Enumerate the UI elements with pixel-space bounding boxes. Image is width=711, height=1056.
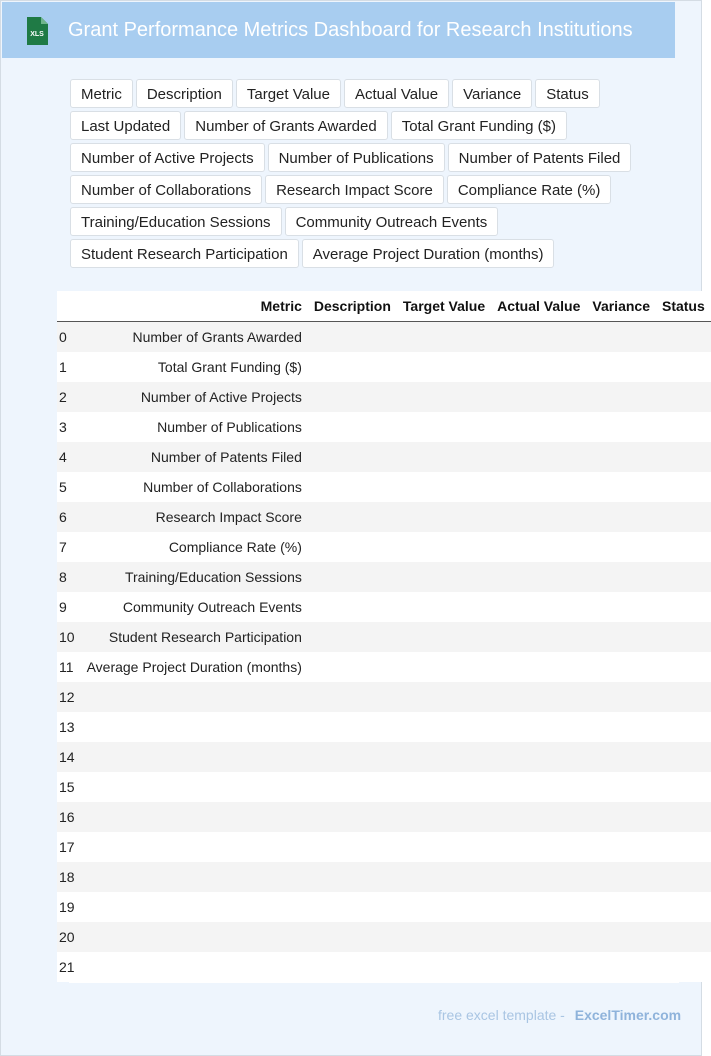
row-index: 17 <box>57 832 81 862</box>
row-index: 8 <box>57 562 81 592</box>
column-chip[interactable]: Research Impact Score <box>265 175 444 204</box>
metric-cell[interactable] <box>81 922 308 952</box>
metric-cell[interactable]: Student Research Participation <box>81 622 308 652</box>
metric-cell[interactable]: Average Project Duration (months) <box>81 652 308 682</box>
empty-cell[interactable] <box>656 862 711 892</box>
table-row[interactable] <box>57 622 711 652</box>
row-index: 1 <box>57 352 81 382</box>
footer-brand-link[interactable]: ExcelTimer.com <box>574 1007 682 1023</box>
empty-cell[interactable] <box>586 862 656 892</box>
table-row[interactable] <box>57 652 711 682</box>
empty-cell[interactable] <box>491 472 586 502</box>
row-index: 9 <box>57 592 81 622</box>
empty-cell[interactable] <box>586 442 656 472</box>
metric-cell[interactable]: Training/Education Sessions <box>81 562 308 592</box>
empty-cell[interactable] <box>491 652 586 682</box>
empty-cell[interactable] <box>586 922 656 952</box>
empty-cell[interactable] <box>586 382 656 412</box>
column-chip[interactable]: Metric <box>70 79 133 108</box>
empty-cell[interactable] <box>656 352 711 382</box>
column-chip[interactable]: Actual Value <box>344 79 449 108</box>
column-header[interactable]: Actual Value <box>491 291 586 322</box>
empty-cell[interactable] <box>308 802 397 832</box>
table-row[interactable] <box>57 892 711 922</box>
empty-cell[interactable] <box>491 322 586 353</box>
empty-cell[interactable] <box>656 562 711 592</box>
column-chip[interactable]: Community Outreach Events <box>285 207 499 236</box>
metric-cell[interactable]: Compliance Rate (%) <box>81 532 308 562</box>
empty-cell[interactable] <box>308 562 397 592</box>
metric-cell[interactable]: Number of Active Projects <box>81 382 308 412</box>
metric-cell[interactable]: Number of Patents Filed <box>81 442 308 472</box>
empty-cell[interactable] <box>397 622 491 652</box>
row-index: 3 <box>57 412 81 442</box>
column-chip[interactable]: Target Value <box>236 79 341 108</box>
column-chip[interactable]: Total Grant Funding ($) <box>391 111 567 140</box>
empty-cell[interactable] <box>397 352 491 382</box>
empty-cell[interactable] <box>308 352 397 382</box>
empty-cell[interactable] <box>491 892 586 922</box>
empty-cell[interactable] <box>308 892 397 922</box>
empty-cell[interactable] <box>656 892 711 922</box>
empty-cell[interactable] <box>397 442 491 472</box>
empty-cell[interactable] <box>397 652 491 682</box>
empty-cell[interactable] <box>491 622 586 652</box>
metric-cell[interactable] <box>81 712 308 742</box>
table-row[interactable] <box>57 502 711 532</box>
empty-cell[interactable] <box>308 712 397 742</box>
empty-cell[interactable] <box>491 772 586 802</box>
empty-cell[interactable] <box>586 652 656 682</box>
row-index: 20 <box>57 922 81 952</box>
empty-cell[interactable] <box>491 382 586 412</box>
table-row[interactable] <box>57 382 711 412</box>
empty-cell[interactable] <box>308 682 397 712</box>
empty-cell[interactable] <box>586 682 656 712</box>
empty-cell[interactable] <box>397 742 491 772</box>
empty-cell[interactable] <box>308 622 397 652</box>
empty-cell[interactable] <box>586 742 656 772</box>
column-header[interactable]: Variance <box>586 291 656 322</box>
table-row[interactable] <box>57 712 711 742</box>
empty-cell[interactable] <box>586 952 656 982</box>
empty-cell[interactable] <box>656 502 711 532</box>
empty-cell[interactable] <box>491 502 586 532</box>
row-index: 6 <box>57 502 81 532</box>
row-index: 10 <box>57 622 81 652</box>
empty-cell[interactable] <box>586 322 656 353</box>
column-chip[interactable]: Number of Collaborations <box>70 175 262 204</box>
metric-cell[interactable]: Research Impact Score <box>81 502 308 532</box>
empty-cell[interactable] <box>397 712 491 742</box>
empty-cell[interactable] <box>586 502 656 532</box>
empty-cell[interactable] <box>656 382 711 412</box>
row-index: 5 <box>57 472 81 502</box>
row-index: 16 <box>57 802 81 832</box>
empty-cell[interactable] <box>491 712 586 742</box>
empty-cell[interactable] <box>491 802 586 832</box>
data-table-container[interactable] <box>59 291 705 983</box>
row-index: 4 <box>57 442 81 472</box>
metric-cell[interactable]: Community Outreach Events <box>81 592 308 622</box>
empty-cell[interactable] <box>656 592 711 622</box>
row-index: 12 <box>57 682 81 712</box>
empty-cell[interactable] <box>308 922 397 952</box>
column-header[interactable]: Status <box>656 291 711 322</box>
empty-cell[interactable] <box>586 592 656 622</box>
empty-cell[interactable] <box>397 472 491 502</box>
table-row[interactable] <box>57 772 711 802</box>
empty-cell[interactable] <box>586 412 656 442</box>
metric-cell[interactable]: Number of Grants Awarded <box>81 322 308 353</box>
empty-cell[interactable] <box>491 742 586 772</box>
empty-cell[interactable] <box>308 862 397 892</box>
column-chip-list <box>70 79 670 268</box>
empty-cell[interactable] <box>656 322 711 353</box>
excel-file-icon <box>23 16 51 46</box>
metric-cell[interactable] <box>81 952 308 982</box>
header-bar <box>2 2 675 58</box>
empty-cell[interactable] <box>308 502 397 532</box>
empty-cell[interactable] <box>491 442 586 472</box>
table-row[interactable] <box>57 352 711 382</box>
empty-cell[interactable] <box>308 322 397 353</box>
column-chip[interactable]: Training/Education Sessions <box>70 207 282 236</box>
empty-cell[interactable] <box>397 532 491 562</box>
column-header[interactable]: Target Value <box>397 291 491 322</box>
empty-cell[interactable] <box>586 472 656 502</box>
empty-cell[interactable] <box>656 652 711 682</box>
empty-cell[interactable] <box>586 892 656 922</box>
row-index: 2 <box>57 382 81 412</box>
empty-cell[interactable] <box>491 532 586 562</box>
column-chip[interactable]: Last Updated <box>70 111 181 140</box>
empty-cell[interactable] <box>397 952 491 982</box>
empty-cell[interactable] <box>656 922 711 952</box>
table-row[interactable] <box>57 322 711 353</box>
empty-cell[interactable] <box>656 622 711 652</box>
table-row[interactable] <box>57 862 711 892</box>
empty-cell[interactable] <box>586 352 656 382</box>
empty-cell[interactable] <box>397 322 491 353</box>
empty-cell[interactable] <box>491 682 586 712</box>
metric-cell[interactable]: Number of Collaborations <box>81 472 308 502</box>
empty-cell[interactable] <box>308 472 397 502</box>
row-index: 14 <box>57 742 81 772</box>
empty-cell[interactable] <box>656 682 711 712</box>
footer-text: free excel template - <box>438 1007 565 1023</box>
excel-icon-label: XLS <box>30 31 44 38</box>
table-row[interactable] <box>57 682 711 712</box>
empty-cell[interactable] <box>397 562 491 592</box>
empty-cell[interactable] <box>308 592 397 622</box>
column-chip[interactable]: Student Research Participation <box>70 239 299 268</box>
empty-cell[interactable] <box>586 832 656 862</box>
table-row[interactable] <box>57 532 711 562</box>
empty-cell[interactable] <box>397 772 491 802</box>
metric-cell[interactable] <box>81 772 308 802</box>
empty-cell[interactable] <box>397 922 491 952</box>
metric-cell[interactable] <box>81 742 308 772</box>
empty-cell[interactable] <box>308 742 397 772</box>
column-chip[interactable]: Number of Active Projects <box>70 143 265 172</box>
row-index: 18 <box>57 862 81 892</box>
metric-cell[interactable] <box>81 832 308 862</box>
metric-cell[interactable] <box>81 682 308 712</box>
empty-cell[interactable] <box>397 892 491 922</box>
empty-cell[interactable] <box>491 952 586 982</box>
data-table <box>57 291 711 982</box>
empty-cell[interactable] <box>656 772 711 802</box>
empty-cell[interactable] <box>656 832 711 862</box>
empty-cell[interactable] <box>656 742 711 772</box>
table-row[interactable] <box>57 832 711 862</box>
empty-cell[interactable] <box>656 802 711 832</box>
metric-cell[interactable] <box>81 892 308 922</box>
empty-cell[interactable] <box>586 622 656 652</box>
empty-cell[interactable] <box>397 862 491 892</box>
row-index: 11 <box>57 652 81 682</box>
table-row[interactable] <box>57 442 711 472</box>
table-header-row <box>57 291 711 322</box>
empty-cell[interactable] <box>586 532 656 562</box>
empty-cell[interactable] <box>656 952 711 982</box>
column-chip[interactable]: Average Project Duration (months) <box>302 239 555 268</box>
empty-cell[interactable] <box>491 832 586 862</box>
empty-cell[interactable] <box>397 592 491 622</box>
empty-cell[interactable] <box>491 352 586 382</box>
row-index: 0 <box>57 322 81 353</box>
table-row[interactable] <box>57 952 711 982</box>
empty-cell[interactable] <box>397 802 491 832</box>
empty-cell[interactable] <box>656 472 711 502</box>
empty-cell[interactable] <box>586 802 656 832</box>
empty-cell[interactable] <box>308 772 397 802</box>
empty-cell[interactable] <box>308 652 397 682</box>
table-row[interactable] <box>57 592 711 622</box>
row-index: 19 <box>57 892 81 922</box>
empty-cell[interactable] <box>586 562 656 592</box>
empty-cell[interactable] <box>656 412 711 442</box>
empty-cell[interactable] <box>656 442 711 472</box>
empty-cell[interactable] <box>308 952 397 982</box>
table-row[interactable] <box>57 922 711 952</box>
empty-cell[interactable] <box>491 922 586 952</box>
column-chip[interactable]: Description <box>136 79 233 108</box>
empty-cell[interactable] <box>308 532 397 562</box>
empty-cell[interactable] <box>491 592 586 622</box>
empty-cell[interactable] <box>308 832 397 862</box>
column-chip[interactable]: Number of Publications <box>268 143 445 172</box>
metric-cell[interactable] <box>81 802 308 832</box>
empty-cell[interactable] <box>656 712 711 742</box>
metric-cell[interactable]: Total Grant Funding ($) <box>81 352 308 382</box>
empty-cell[interactable] <box>656 532 711 562</box>
metric-cell[interactable]: Number of Publications <box>81 412 308 442</box>
empty-cell[interactable] <box>308 442 397 472</box>
empty-cell[interactable] <box>397 502 491 532</box>
column-chip[interactable]: Status <box>535 79 600 108</box>
empty-cell[interactable] <box>586 712 656 742</box>
empty-cell[interactable] <box>586 772 656 802</box>
row-index: 7 <box>57 532 81 562</box>
table-row[interactable] <box>57 472 711 502</box>
row-index: 13 <box>57 712 81 742</box>
table-row[interactable] <box>57 562 711 592</box>
empty-cell[interactable] <box>308 382 397 412</box>
empty-cell[interactable] <box>308 412 397 442</box>
column-chip[interactable]: Number of Grants Awarded <box>184 111 387 140</box>
page-title: Grant Performance Metrics Dashboard for Research Institutions <box>68 19 633 41</box>
empty-cell[interactable] <box>397 682 491 712</box>
row-index: 21 <box>57 952 81 982</box>
table-row[interactable] <box>57 802 711 832</box>
table-row[interactable] <box>57 412 711 442</box>
empty-cell[interactable] <box>491 862 586 892</box>
empty-cell[interactable] <box>491 412 586 442</box>
empty-cell[interactable] <box>397 382 491 412</box>
column-header[interactable] <box>57 291 81 322</box>
footer <box>438 1007 681 1023</box>
column-chip[interactable]: Variance <box>452 79 532 108</box>
empty-cell[interactable] <box>397 832 491 862</box>
column-chip[interactable]: Number of Patents Filed <box>448 143 632 172</box>
column-chip[interactable]: Compliance Rate (%) <box>447 175 612 204</box>
table-row[interactable] <box>57 742 711 772</box>
empty-cell[interactable] <box>491 562 586 592</box>
metric-cell[interactable] <box>81 862 308 892</box>
empty-cell[interactable] <box>397 412 491 442</box>
row-index: 15 <box>57 772 81 802</box>
column-header[interactable]: Description <box>308 291 397 322</box>
column-header[interactable]: Metric <box>81 291 308 322</box>
